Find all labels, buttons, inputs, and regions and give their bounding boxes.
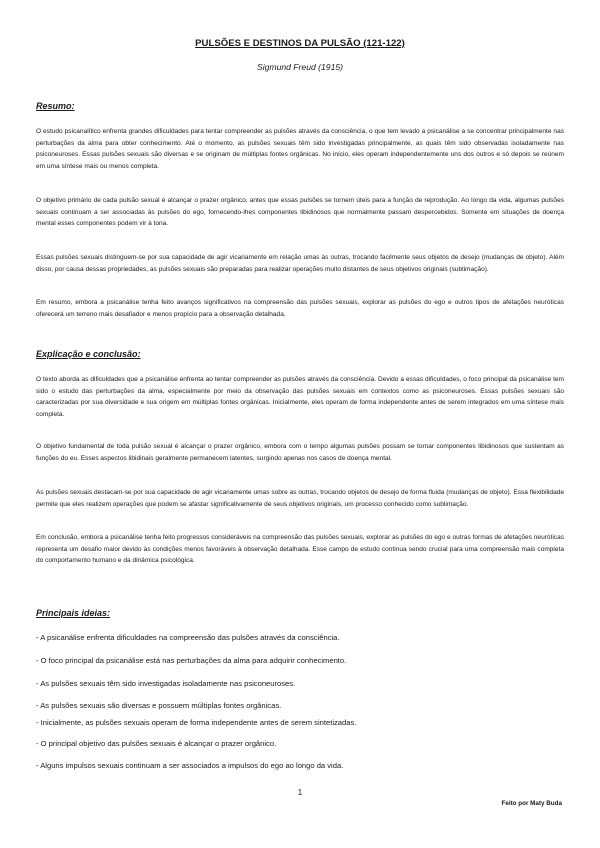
explicacao-paragraph-1: O texto aborda as dificuldades que a psicanálise enfrenta ao tentar compreender as pulsões através da consciência. Devido a essas dificuldades, o foco principal da psicanálise tem sido o estudo das perturbações da alma, especialmente por meio da observação das pulsões sexuais em contextos como as psiconeuroses. Essas pulsões sexuais são caracterizadas por sua diversidade e sua origem em múltiplas fontes orgânicas. Inicialmente, eles operam de forma independente antes de serem integrados em uma síntese mais completa. [36, 376, 564, 418]
explicacao-paragraph-3: As pulsões sexuais destacam-se por sua capacidade de agir vicariamente umas sobre as outras, trocando objetos de desejo de forma fluida (mudanças de objeto). Essa flexibilidade permite que eles realizem operações que podem se afastar significativamente de seus objetivos originais, um processo conhecido como sublimação. [36, 489, 564, 508]
idea-item: - As pulsões sexuais têm sido investigadas isoladamente nas psiconeuroses. [36, 679, 296, 688]
idea-item: - O principal objetivo das pulsões sexuais é alcançar o prazer orgânico. [36, 739, 277, 748]
explicacao-paragraph-4: Em conclusão, embora a psicanálise tenha feito progressos consideráveis na compreensão das pulsões sexuais, explorar as pulsões do ego e outras formas de afetações neuróticas representa um desafio maior devido às condições menos favoráveis à observação detalhada. Esse campo de estudo continua sendo crucial para uma compreensão mais completa do comportamento humano e da dinâmica psicológica. [36, 534, 564, 564]
resumo-paragraph-4: Em resumo, embora a psicanálise tenha feito avanços significativos na compreensão das pulsões sexuais, explorar as pulsões do ego e outros tipos de afetações neuróticas oferecerá um terreno mais desafiador e menos propício para a observação detalhada. [36, 299, 564, 318]
explicacao-paragraph-2: O objetivo fundamental de toda pulsão sexual é alcançar o prazer orgânico, embora com o tempo algumas pulsões possam se tornar componentes libidinosos que sustentam as funções do eu. Esses aspectos libidinais geralmente permanecem latentes, surgindo apenas nos casos de doença mental. [36, 443, 564, 462]
resumo-paragraph-2: O objetivo primário de cada pulsão sexual é alcançar o prazer orgânico, antes que essas pulsões se tornem úteis para a função de reprodução. Ao longo da vida, algumas pulsões sexuais continuam a ser associadas às pulsões do ego, fornecendo-lhes componentes libidinosos que normalmente passam despercebidos. Somente em situações de doença mental esses componentes podem vir à tona. [36, 197, 564, 227]
idea-item: - A psicanálise enfrenta dificuldades na compreensão das pulsões através da consciência. [36, 633, 340, 642]
document-title: PULSÕES E DESTINOS DA PULSÃO (121-122) [195, 38, 405, 49]
page-number: 1 [297, 788, 303, 797]
resumo-paragraph-1: O estudo psicanalítico enfrenta grandes dificuldades para tentar compreender as pulsões através da consciência, o que tem levado a psicanálise a se concentrar principalmente nas perturbações da alma para obter conhecimento. Até o momento, as pulsões sexuais têm sido investigadas principalmente, as quais têm sido observadas isoladamente nas psiconeuroses. Essas pulsões sexuais são diversas e se originam de múltiplas fontes orgânicas. No início, eles operam independentemente uns dos outros e só depois se reúnem em uma síntese mais ou menos completa. [36, 128, 564, 170]
idea-item: - Inicialmente, as pulsões sexuais operam de forma independente antes de serem sintetizadas. [36, 718, 357, 727]
resumo-paragraph-3: Essas pulsões sexuais distinguem-se por sua capacidade de agir vicariamente em relação umas às outras, trocando facilmente seus objetos de desejo (mudanças de objeto). Além disso, por causa dessas propriedades, as pulsões sexuais são preparadas para realizar operações muito distantes de seus objetivos originais (sublimação). [36, 254, 564, 273]
idea-item: - O foco principal da psicanálise está nas perturbações da alma para adquirir conhecimento. [36, 656, 347, 665]
section-heading-resumo: Resumo: [36, 101, 75, 111]
idea-item: - As pulsões sexuais são diversas e possuem múltiplas fontes orgânicas. [36, 701, 282, 710]
section-heading-ideias: Principais ideias: [36, 608, 111, 618]
section-heading-explicacao: Explicação e conclusão: [36, 349, 141, 359]
idea-item: - Alguns impulsos sexuais continuam a ser associados a impulsos do ego ao longo da vida. [36, 761, 344, 770]
footer-credit: Feito por Maty Buda [501, 800, 562, 807]
document-author: Sigmund Freud (1915) [257, 62, 343, 72]
